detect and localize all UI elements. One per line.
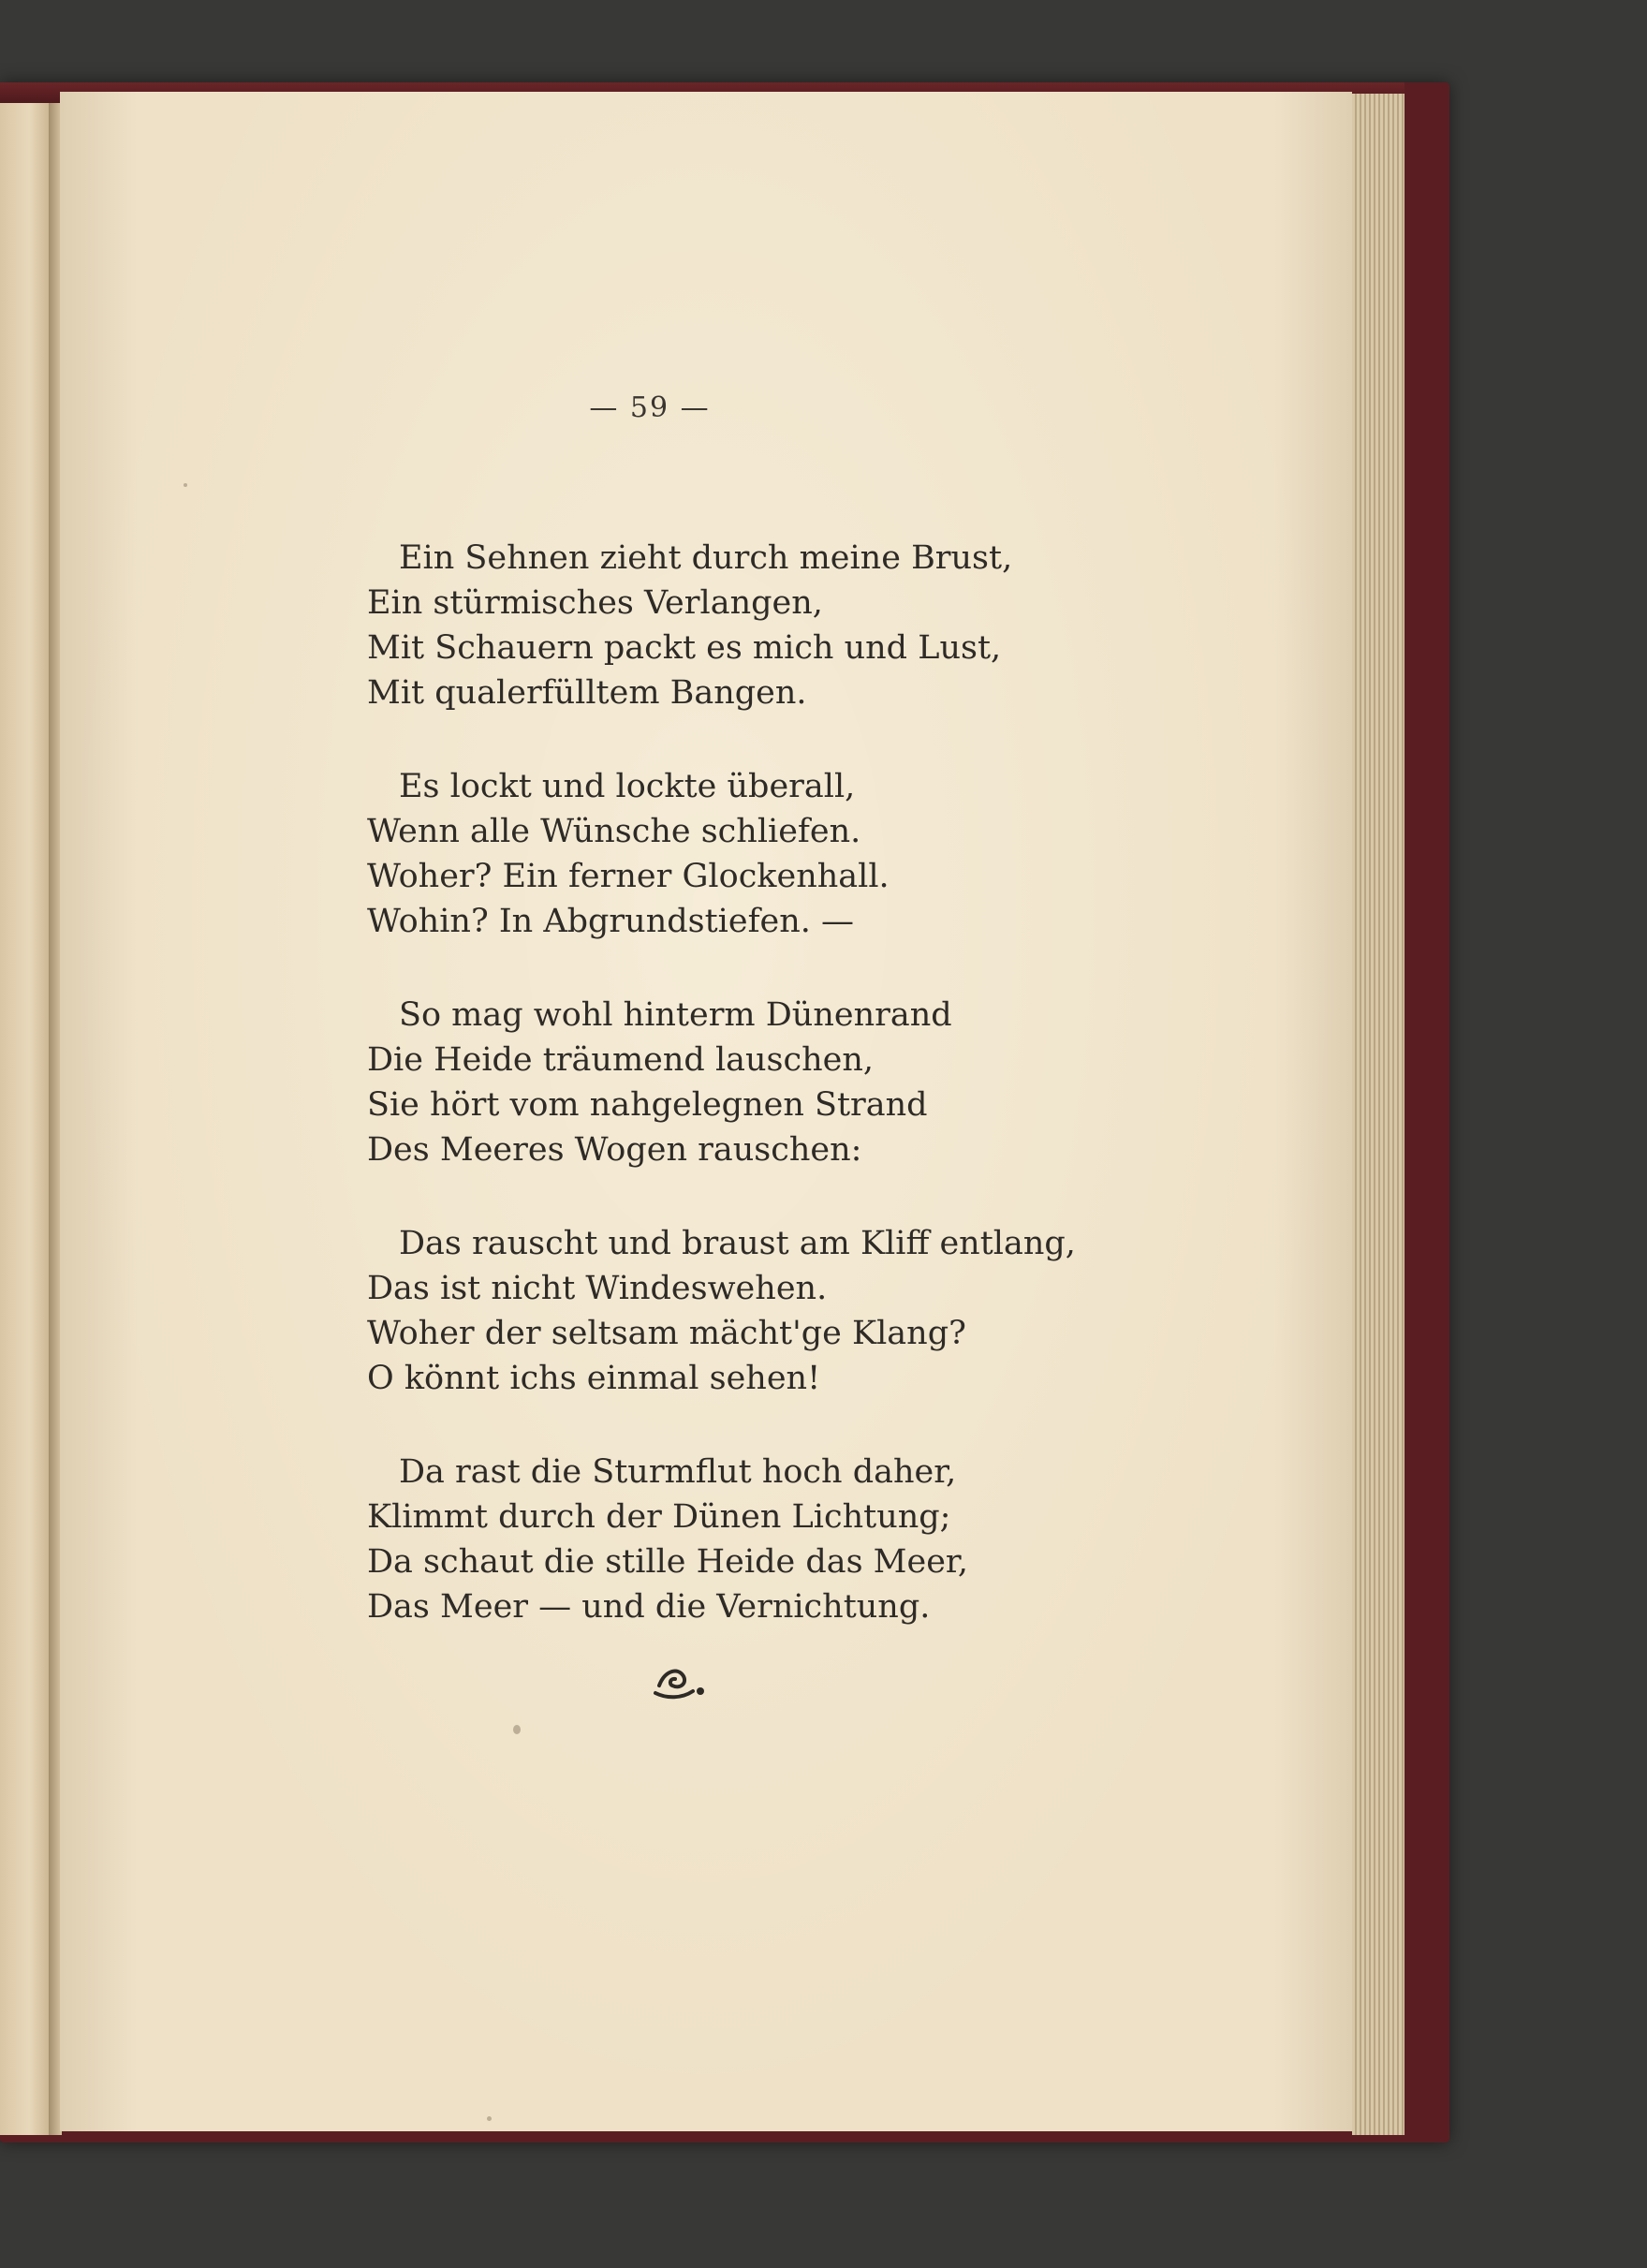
poem-line: Mit qualerfülltem Bangen. [367,674,807,712]
poem-line: Klimmt durch der Dünen Lichtung; [367,1498,951,1536]
poem-line: Das Meer — und die Vernichtung. [367,1588,931,1626]
poem-line: Ein Sehnen zieht durch meine Brust, [399,539,1013,577]
paper-speck [184,483,187,487]
poem-line: Mit Schauern packt es mich und Lust, [367,629,1002,667]
fleuron-icon [640,1657,715,1704]
poem-line: Woher? Ein ferner Glockenhall. [367,858,890,895]
poem-line: Des Meeres Wogen rauschen: [367,1131,862,1169]
page-number: — 59 — [589,391,711,424]
poem-line: Da rast die Sturmflut hoch daher, [399,1453,957,1491]
left-page-edge [0,103,49,2135]
poem [367,536,1210,1678]
paper-speck [487,2116,492,2121]
poem-line: Es lockt und lockte überall, [399,768,856,805]
poem-line: Das rauscht und braust am Kliff entlang, [399,1225,1076,1262]
poem-line: Da schaut die stille Heide das Meer, [367,1543,968,1581]
poem-line: Die Heide träumend lauschen, [367,1041,875,1079]
poem-line: Ein stürmisches Verlangen, [367,584,823,622]
stanza-1 [367,536,1210,715]
paper-speck [513,1725,521,1734]
poem-line: Wenn alle Wünsche schliefen. [367,813,861,850]
page-edges [1352,94,1404,2135]
stanza-4 [367,1221,1210,1401]
poem-line: Das ist nicht Windeswehen. [367,1270,828,1307]
stanza-2 [367,764,1210,944]
stanza-5 [367,1450,1210,1629]
poem-line: So mag wohl hinterm Dünenrand [399,996,952,1034]
stanza-3 [367,993,1210,1172]
poem-line: Woher der seltsam mächt'ge Klang? [367,1315,966,1352]
poem-line: Sie hört vom nahgelegnen Strand [367,1086,928,1124]
poem-line: Wohin? In Abgrundstiefen. — [367,903,855,940]
poem-line: O könnt ichs einmal sehen! [367,1360,821,1397]
